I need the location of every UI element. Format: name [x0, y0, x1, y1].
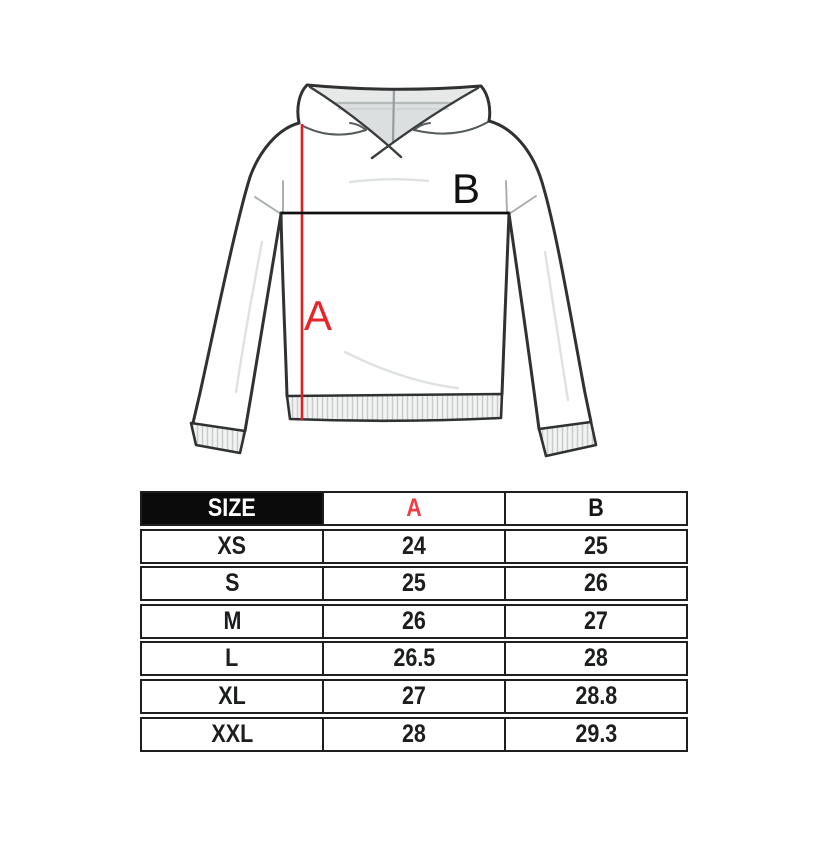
measure-label-a: A: [303, 292, 333, 339]
size-value: S: [224, 569, 240, 598]
size-value: M: [223, 606, 241, 635]
header-b-label: B: [588, 494, 604, 522]
table-row-l: [140, 641, 688, 676]
b-value: 28: [584, 644, 608, 673]
table-row-s: [140, 566, 688, 601]
left-cuff: [191, 423, 245, 453]
cell-a: [322, 717, 507, 752]
a-value: 28: [402, 719, 426, 748]
a-value: 25: [402, 569, 426, 598]
b-value: 28.8: [575, 681, 617, 710]
cell-b: [504, 604, 688, 639]
hood-center-seam: [393, 88, 394, 142]
shoulder-seams: [255, 181, 536, 214]
size-table: [140, 491, 688, 754]
size-value: XS: [217, 531, 247, 560]
size-value: XXL: [211, 719, 253, 748]
table-row-xs: [140, 529, 688, 564]
b-value: 29.3: [575, 719, 617, 748]
header-cell-b: [504, 491, 688, 526]
a-value: 26: [402, 606, 426, 635]
header-size-label: SIZE: [208, 494, 256, 522]
cell-size: [140, 566, 324, 601]
cell-b: [504, 641, 688, 676]
size-value: L: [225, 644, 239, 673]
right-cuff: [539, 422, 596, 456]
table-header-row: [140, 491, 688, 526]
a-value: 24: [402, 531, 426, 560]
cell-a: [322, 604, 507, 639]
cell-a: [322, 679, 507, 714]
a-value: 26.5: [393, 644, 435, 673]
cell-b: [504, 566, 688, 601]
b-value: 26: [584, 569, 608, 598]
hood-lining: [310, 88, 478, 145]
cell-size: [140, 641, 324, 676]
a-value: 27: [402, 681, 426, 710]
cell-b: [504, 529, 688, 564]
cell-size: [140, 529, 324, 564]
table-row-m: [140, 604, 688, 639]
header-cell-size: [140, 491, 324, 526]
measure-label-b: B: [451, 165, 481, 212]
table-row-xl: [140, 679, 688, 714]
header-cell-a: [322, 491, 507, 526]
cell-a: [322, 529, 507, 564]
cell-a: [322, 641, 507, 676]
b-value: 27: [584, 606, 608, 635]
b-value: 25: [584, 531, 608, 560]
cell-size: [140, 679, 324, 714]
cell-a: [322, 566, 507, 601]
hem-ribbing: [287, 394, 502, 421]
table-row-xxl: [140, 717, 688, 752]
cell-size: [140, 604, 324, 639]
cell-b: [504, 679, 688, 714]
cell-size: [140, 717, 324, 752]
header-a-label: A: [406, 494, 422, 522]
cell-b: [504, 717, 688, 752]
size-value: XL: [218, 681, 246, 710]
